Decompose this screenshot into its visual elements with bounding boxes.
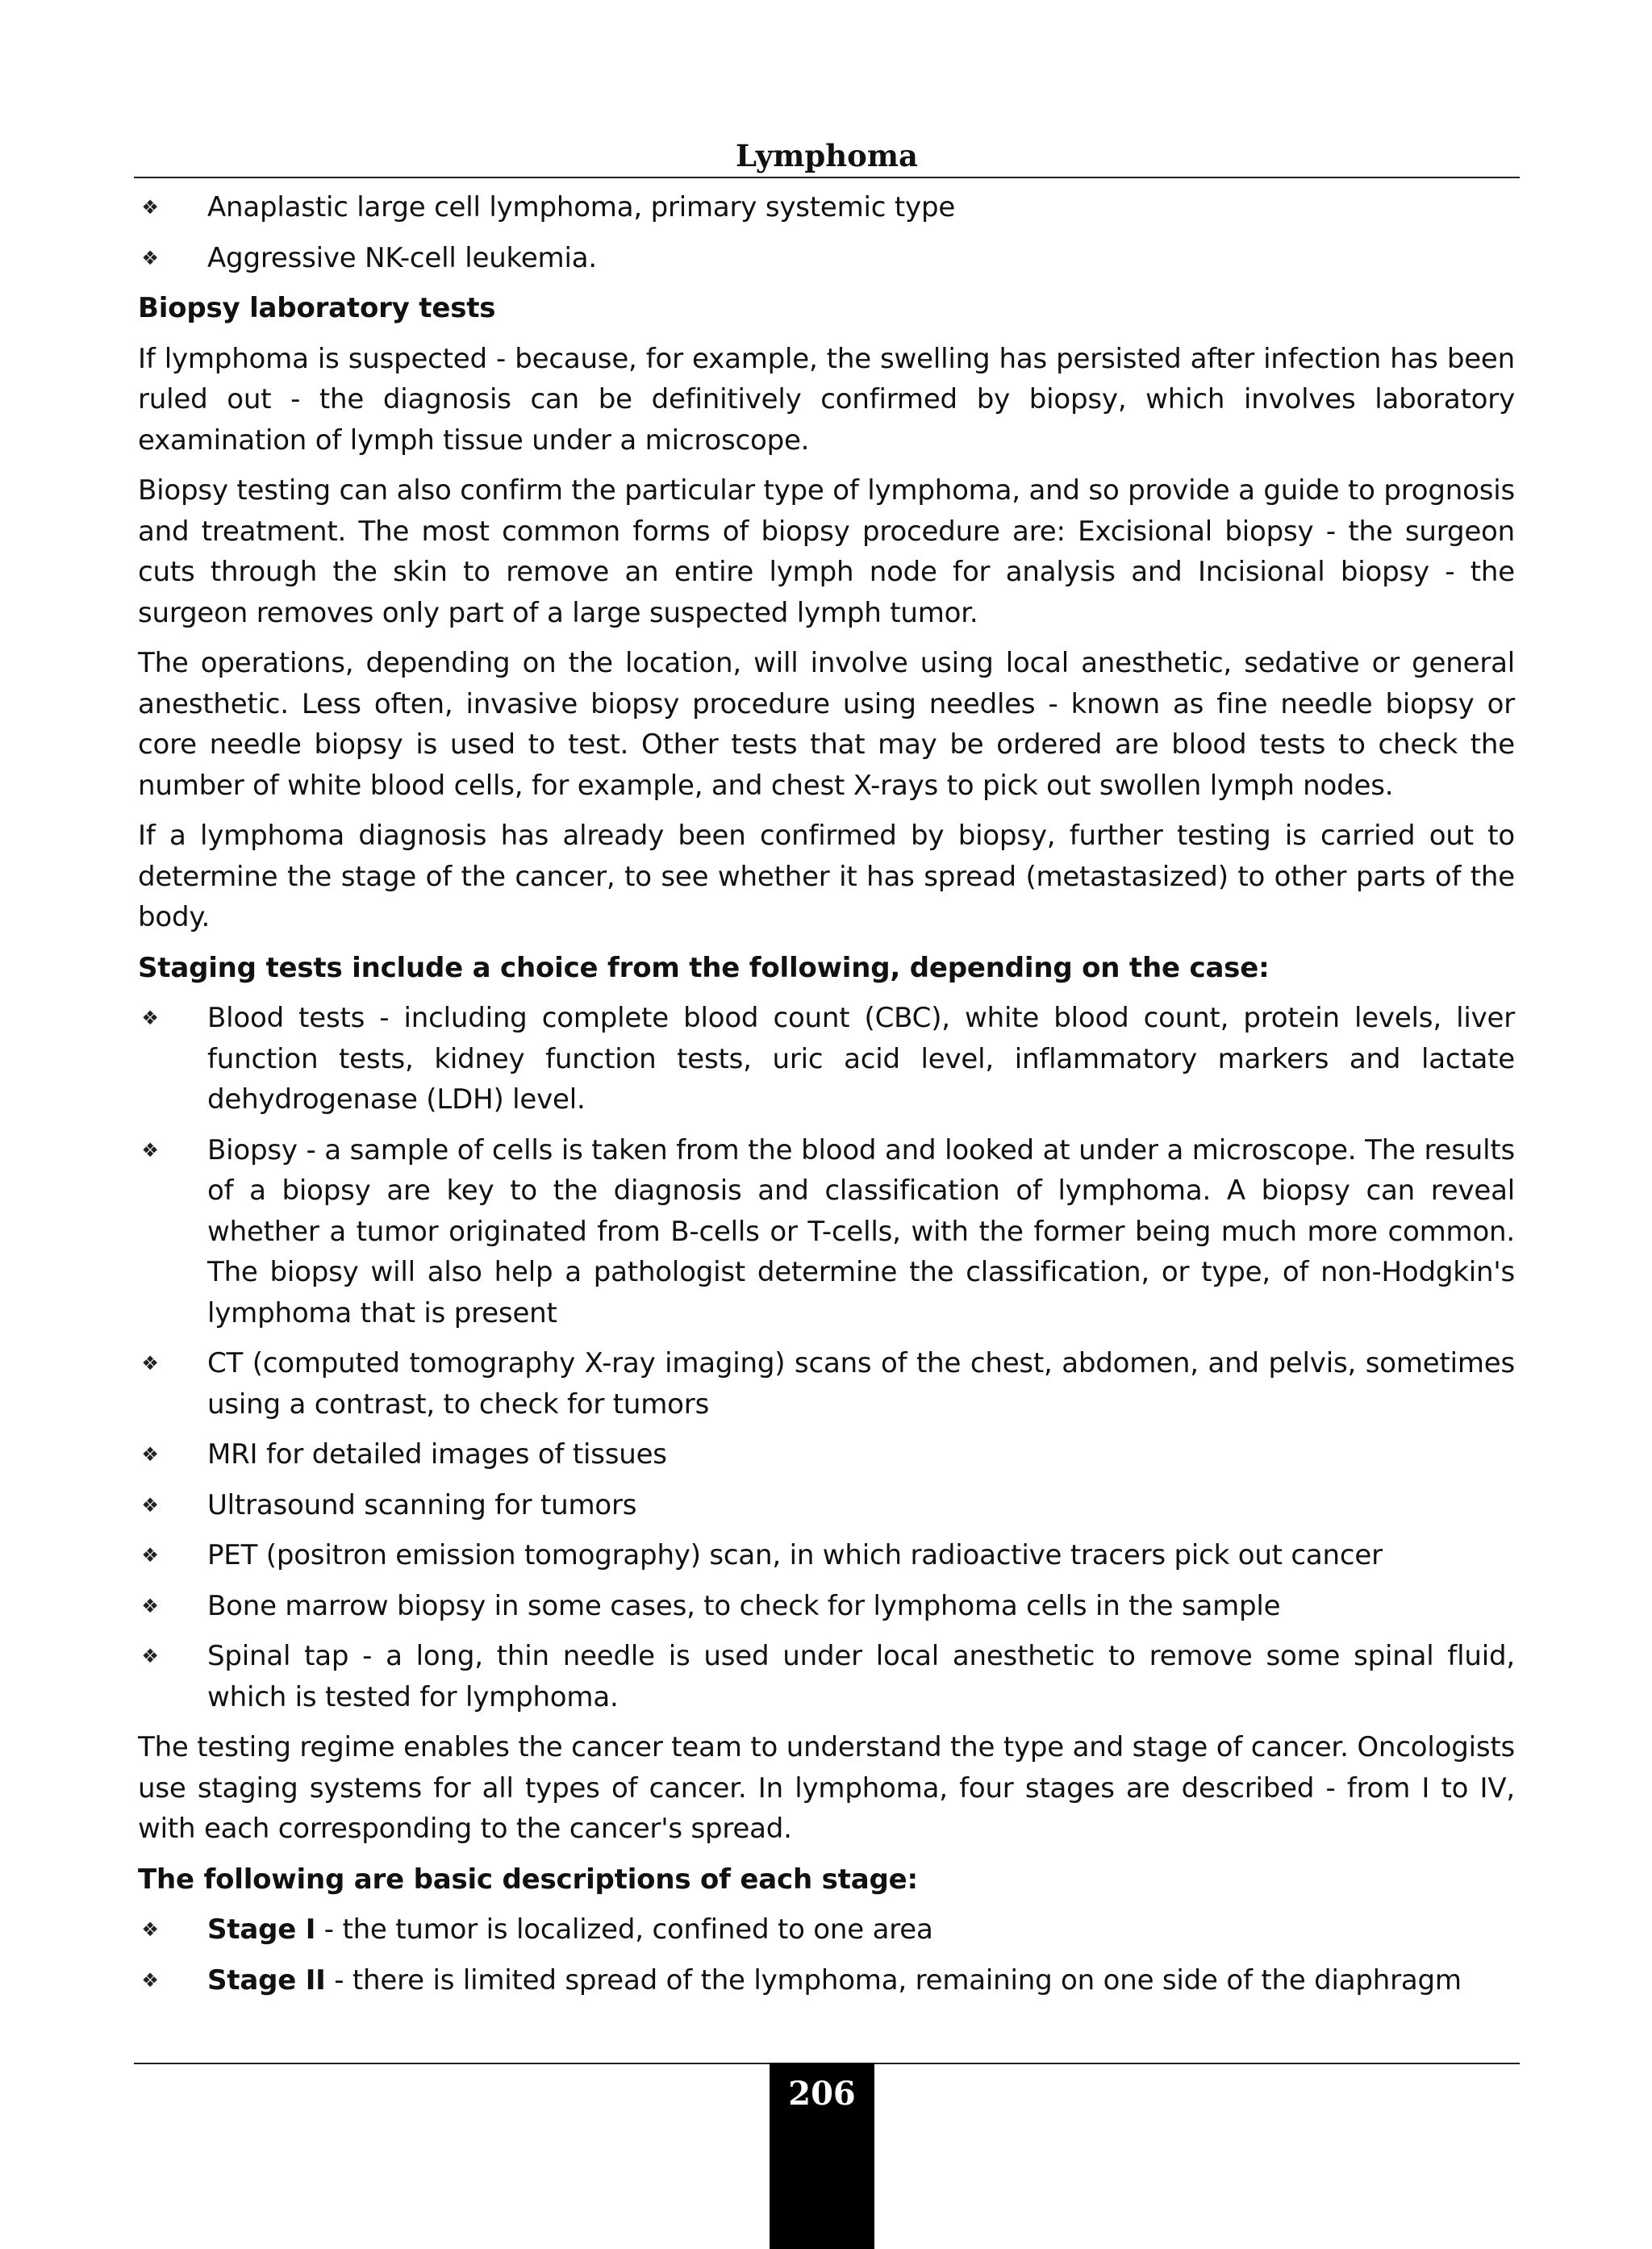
diamond-bullet-icon: ❖: [141, 1645, 159, 1667]
paragraph: If a lymphoma diagnosis has already been confirmed by biopsy, further testing is carried out to determine the stage of the cancer, to see whether it has spread (metastasized) to other parts of the body.: [138, 820, 1515, 933]
list-item-text: PET (positron emission tomography) scan, in which radioactive tracers pick out cancer: [207, 1539, 1383, 1571]
page-number: 206: [788, 2075, 856, 2113]
list-item: [138, 1485, 1515, 1526]
diamond-bullet-icon: ❖: [141, 1138, 159, 1162]
diamond-bullet-icon: ❖: [141, 1918, 159, 1941]
diamond-bullet-icon: ❖: [141, 246, 159, 269]
page-body: [138, 187, 1515, 2010]
diamond-bullet-icon: ❖: [141, 1594, 159, 1617]
running-header-title: Lymphoma: [736, 138, 918, 173]
list-item-text: CT (computed tomography X-ray imaging) scans of the chest, abdomen, and pelvis, sometimes using a contrast, to check for tumors: [207, 1347, 1515, 1421]
biopsy-section-heading: Biopsy laboratory tests: [138, 292, 496, 324]
stages-list: [138, 1909, 1515, 2001]
list-item: [138, 238, 1515, 279]
list-item-text: MRI for detailed images of tissues: [207, 1438, 667, 1471]
diamond-bullet-icon: ❖: [141, 1544, 159, 1567]
list-item: [138, 187, 1515, 228]
staging-tests-list: [138, 998, 1515, 1717]
list-item-text: Spinal tap - a long, thin needle is used under local anesthetic to remove some spinal fluid, which is tested for lymphoma.: [207, 1640, 1515, 1713]
intro-bullet-list: [138, 187, 1515, 278]
list-item: [138, 1130, 1515, 1334]
paragraph: The operations, depending on the location, will involve using local anesthetic, sedative or general anesthetic. Less often, invasive biopsy procedure using needles - known as fine needle biopsy or core needle biopsy is used to test. Other tests that may be ordered are blood tests to check the number of white blood cells, for example, and chest X-rays to pick out swollen lymph nodes.: [138, 647, 1515, 802]
list-item: [138, 1909, 1515, 1951]
diamond-bullet-icon: ❖: [141, 1968, 159, 1992]
paragraph: The testing regime enables the cancer team to understand the type and stage of cancer. Oncologists use staging systems for all types of cancer. In lymphoma, four stages are described - from I to IV, with each corresponding to the cancer's spread.: [138, 1731, 1515, 1845]
list-item-text: Aggressive NK-cell leukemia.: [207, 241, 597, 274]
list-item-text: Ultrasound scanning for tumors: [207, 1488, 637, 1521]
staging-tests-heading: Staging tests include a choice from the following, depending on the case:: [138, 951, 1270, 984]
list-item-text: Blood tests - including complete blood count (CBC), white blood count, protein levels, liver function tests, kidney function tests, uric acid level, inflammatory markers and lactate dehydrogenase (LDH) level.: [207, 1002, 1515, 1116]
list-item: [138, 1535, 1515, 1576]
stage-label: Stage I: [207, 1913, 316, 1946]
list-item: [138, 1434, 1515, 1475]
list-item-text: Anaplastic large cell lymphoma, primary systemic type: [207, 191, 956, 223]
list-item: [138, 1343, 1515, 1425]
list-item-text: Biopsy - a sample of cells is taken from the blood and looked at under a microscope. The results of a biopsy are key to the diagnosis and classification of lymphoma. A biopsy can reveal whether a tumor originated from B-cells or T-cells, with the former being much more common. The biopsy will also help a pathologist determine the classification, or type, of non-Hodgkin's lymphoma that is present: [207, 1133, 1515, 1329]
list-item: [138, 1960, 1515, 2001]
page-number-tab: [770, 2063, 874, 2249]
list-item: [138, 1636, 1515, 1717]
stage-description: - there is limited spread of the lymphoma, remaining on one side of the diaphragm: [325, 1963, 1462, 1997]
diamond-bullet-icon: ❖: [141, 1007, 159, 1029]
header-rule: [134, 177, 1520, 178]
diamond-bullet-icon: ❖: [141, 1352, 159, 1375]
list-item-text: Bone marrow biopsy in some cases, to check for lymphoma cells in the sample: [207, 1589, 1281, 1622]
diamond-bullet-icon: ❖: [141, 196, 159, 219]
diamond-bullet-icon: ❖: [141, 1443, 159, 1466]
paragraph: Biopsy testing can also confirm the particular type of lymphoma, and so provide a guide to prognosis and treatment. The most common forms of biopsy procedure are: Excisional biopsy - the surgeon cuts through the skin to remove an entire lymph node for analysis and Incisional biopsy - the surgeon removes only part of a large suspected lymph tumor.: [138, 474, 1515, 629]
stage-description: - the tumor is localized, confined to one area: [315, 1913, 933, 1946]
paragraph: If lymphoma is suspected - because, for example, the swelling has persisted after infection has been ruled out - the diagnosis can be definitively confirmed by biopsy, which involves laboratory examination of lymph tissue under a microscope.: [138, 342, 1515, 457]
stages-heading: The following are basic descriptions of each stage:: [138, 1863, 918, 1896]
list-item: [138, 998, 1515, 1120]
stage-label: Stage II: [207, 1963, 326, 1997]
list-item: [138, 1586, 1515, 1627]
diamond-bullet-icon: ❖: [141, 1493, 159, 1517]
